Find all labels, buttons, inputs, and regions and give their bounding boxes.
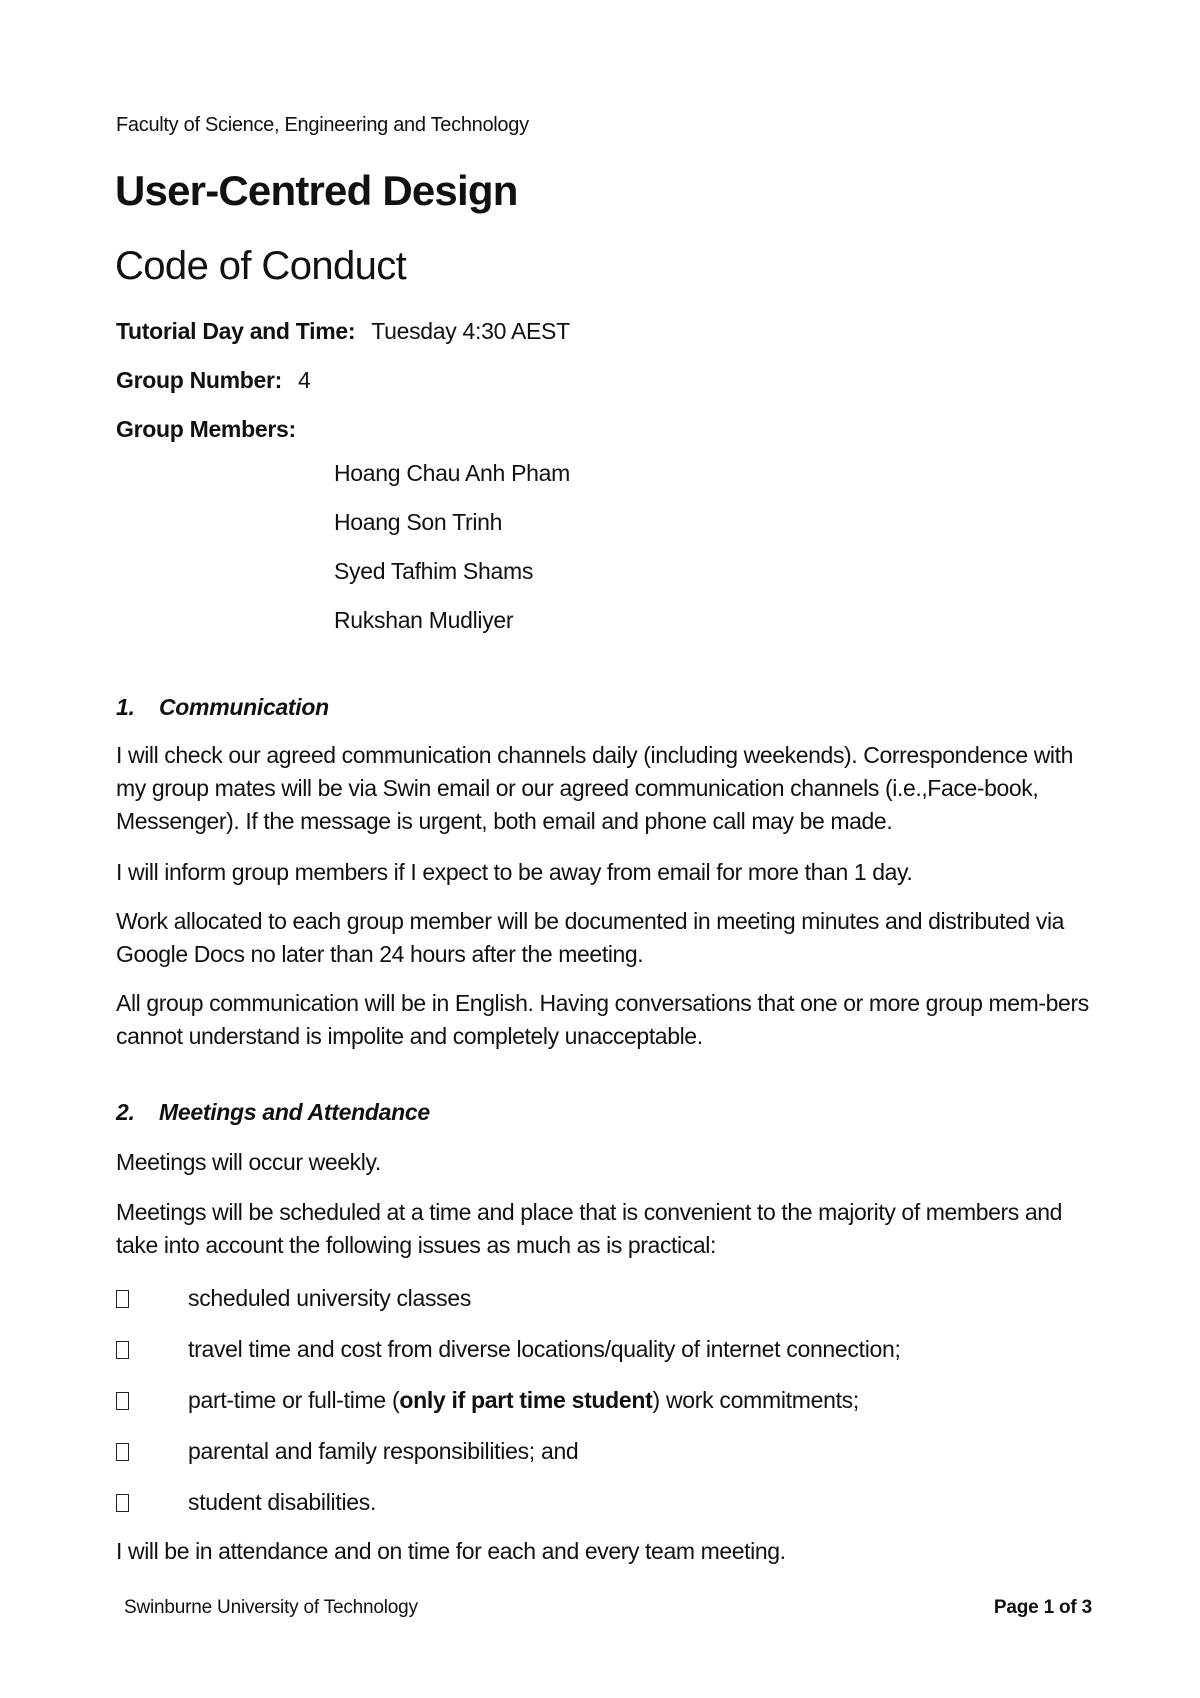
bullet-item (116, 1387, 859, 1414)
bullet-box-icon (116, 1290, 129, 1308)
group-members-label: Group Members: (116, 416, 296, 442)
bullet-box-icon (116, 1341, 129, 1359)
bullet-text-post: ) work commitments; (652, 1387, 859, 1413)
member-name: Hoang Chau Anh Pham (334, 460, 570, 486)
bullet-text: travel time and cost from diverse locations/quality of internet connection; (188, 1336, 901, 1362)
member-name: Rukshan Mudliyer (334, 607, 514, 633)
paragraph: Meetings will occur weekly. (116, 1149, 381, 1175)
bullet-item (116, 1438, 578, 1465)
tutorial-label: Tutorial Day and Time: (116, 318, 356, 344)
tutorial-value: Tuesday 4:30 AEST (371, 318, 570, 344)
bullet-box-icon (116, 1392, 129, 1410)
bullet-text-bold: only if part time student (399, 1387, 653, 1413)
paragraph: Meetings will be scheduled at a time and place that is convenient to the majority of members and take into account the following issues as much as is practical: (116, 1199, 1063, 1258)
tutorial-field (116, 318, 570, 345)
bullet-text-pre: part-time or full-time ( (188, 1387, 400, 1413)
group-members-field (116, 416, 296, 443)
section-heading-communication (116, 694, 329, 721)
section-heading-meetings (116, 1099, 430, 1126)
bullet-text: scheduled university classes (188, 1285, 472, 1311)
section-number: 1. (116, 694, 135, 720)
closing-paragraph: I will be in attendance and on time for each and every team meeting. (116, 1538, 786, 1564)
members-list (334, 460, 570, 656)
paragraph: All group communication will be in English. Having conversations that one or more group mem-bers cannot understand is impolite and completely unacceptable. (116, 990, 1089, 1049)
member-name: Syed Tafhim Shams (334, 558, 534, 584)
paragraph: I will inform group members if I expect to be away from email for more than 1 day. (116, 859, 913, 885)
bullet-item (116, 1489, 376, 1516)
group-number-value: 4 (298, 367, 311, 393)
group-number-label: Group Number: (116, 367, 283, 393)
footer-institution: Swinburne University of Technology (124, 1597, 418, 1618)
bullet-text: parental and family responsibilities; and (188, 1438, 579, 1464)
bullet-box-icon (116, 1443, 129, 1461)
bullet-item (116, 1285, 471, 1312)
bullet-item (116, 1336, 901, 1363)
section-number: 2. (116, 1099, 135, 1125)
bullet-box-icon (116, 1494, 129, 1512)
document-title: User-Centred Design (115, 167, 518, 214)
faculty-name: Faculty of Science, Engineering and Technology (116, 114, 529, 136)
member-name: Hoang Son Trinh (334, 509, 503, 535)
paragraph: I will check our agreed communication channels daily (including weekends). Correspondence with my group mates will be via Swin email or our agreed communication channels (i.e.,Face-book, Messenger). If the message is urgent, both email and phone call may be made. (116, 742, 1074, 834)
document-subtitle: Code of Conduct (115, 244, 407, 288)
footer-page-number: Page 1 of 3 (993, 1597, 1092, 1618)
section-title: Meetings and Attendance (159, 1099, 430, 1125)
section-title: Communication (159, 694, 329, 720)
group-number-field (116, 367, 311, 394)
bullet-text (188, 1387, 859, 1414)
bullet-text: student disabilities. (188, 1489, 377, 1515)
paragraph: Work allocated to each group member will be documented in meeting minutes and distributed via Google Docs no later than 24 hours after the meeting. (116, 908, 1065, 967)
